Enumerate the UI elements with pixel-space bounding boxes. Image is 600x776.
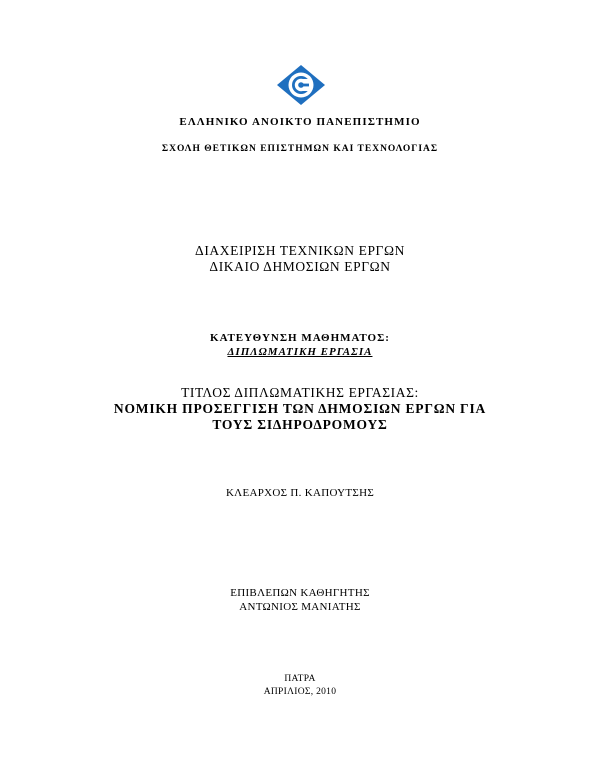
course-direction-value: ΔΙΠΛΩΜΑΤΙΚΗ ΕΡΓΑΣΙΑ [227, 346, 373, 358]
course-direction-label: ΚΑΤΕΥΘΥΝΣΗ ΜΑΘΗΜΑΤΟΣ: [210, 332, 390, 344]
course-direction-value-row [0, 346, 600, 358]
thesis-title-label: ΤΙΤΛΟΣ ΔΙΠΛΩΜΑΤΙΚΗΣ ΕΡΓΑΣΙΑΣ: [181, 385, 419, 400]
thesis-title-line-2: ΤΟΥΣ ΣΙΔΗΡΟΔΡΟΜΟΥΣ [212, 417, 388, 432]
university-logo-icon [276, 64, 326, 106]
course-title-line-1: ΔΙΑΧΕΙΡΙΣΗ ΤΕΧΝΙΚΩΝ ΕΡΓΩΝ [195, 243, 405, 258]
thesis-title-line-1: ΝΟΜΙΚΗ ΠΡΟΣΕΓΓΙΣΗ ΤΩΝ ΔΗΜΟΣΙΩΝ ΕΡΓΩΝ ΓΙΑ [113, 401, 487, 416]
city: ΠΑΤΡΑ [284, 674, 316, 684]
course-title-line-2: ΔΙΚΑΙΟ ΔΗΜΟΣΙΩΝ ΕΡΓΩΝ [209, 259, 391, 274]
author-name: ΚΛΕΑΡΧΟΣ Π. ΚΑΠΟΥΤΣΗΣ [225, 487, 375, 499]
date: ΑΠΡΙΛΙΟΣ, 2010 [263, 687, 337, 697]
school-name: ΣΧΟΛΗ ΘΕΤΙΚΩΝ ΕΠΙΣΤΗΜΩΝ ΚΑΙ ΤΕΧΝΟΛΟΓΙΑΣ [161, 144, 439, 154]
supervisor-name: ΑΝΤΩΝΙΟΣ ΜΑΝΙΑΤΗΣ [239, 601, 361, 613]
university-name: ΕΛΛΗΝΙΚΟ ΑΝΟΙΚΤΟ ΠΑΝΕΠΙΣΤΗΜΙΟ [179, 116, 421, 128]
supervisor-label: ΕΠΙΒΛΕΠΩΝ ΚΑΘΗΓΗΤΗΣ [230, 587, 370, 599]
